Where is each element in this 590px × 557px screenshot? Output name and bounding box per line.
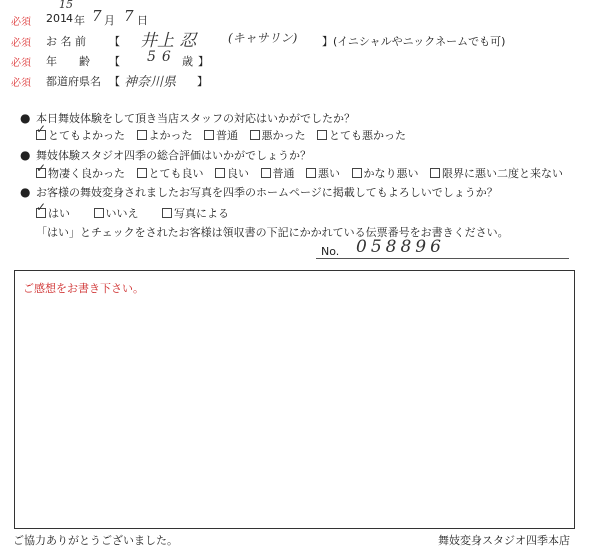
q2-options — [36, 165, 563, 181]
name-open-bracket: 【 — [109, 35, 120, 48]
checkbox[interactable] — [261, 168, 271, 178]
footer-thanks: ご協力ありがとうございました。 — [13, 534, 178, 547]
slip-label: No. — [321, 245, 340, 258]
date-day-value: 7 — [124, 7, 134, 25]
q2-option-6[interactable]: 限界に悪い二度と来ない — [430, 167, 563, 180]
required-mark-age: 必須 — [11, 58, 31, 69]
required-mark-date: 必須 — [11, 17, 31, 28]
q3-option-1[interactable]: いいえ — [94, 207, 139, 220]
q1-option-4[interactable]: とても悪かった — [317, 129, 406, 142]
q3-bullet: ● — [20, 185, 31, 199]
q1-options — [36, 127, 406, 143]
q2-checkmark: ✓ — [36, 161, 47, 175]
name-note: (イニシャルやニックネームでも可) — [333, 35, 506, 48]
age-unit: 歳 — [182, 55, 193, 68]
comment-box[interactable] — [14, 270, 575, 529]
name-label: お 名 前 — [46, 35, 86, 48]
date-month-value: 7 — [92, 7, 102, 25]
comment-label: ご感想をお書き下さい。 — [23, 282, 144, 295]
checkbox[interactable] — [317, 130, 327, 140]
required-mark-name: 必須 — [11, 38, 31, 49]
age-close-bracket: 】 — [198, 55, 209, 68]
q1-option-0[interactable]: とてもよかった — [36, 129, 125, 142]
q1-bullet: ● — [20, 111, 31, 125]
q3-option-0[interactable]: はい — [36, 207, 70, 220]
checkbox[interactable] — [94, 208, 104, 218]
slip-underline — [316, 258, 569, 259]
q1-checkmark: ✓ — [36, 122, 47, 136]
prefecture-value: 神奈川県 — [124, 75, 177, 90]
footer-shop: 舞妓変身スタジオ四季本店 — [438, 534, 570, 547]
age-open-bracket: 【 — [109, 55, 120, 68]
q2-option-2[interactable]: 良い — [215, 167, 249, 180]
prefecture-close-bracket: 】 — [197, 75, 208, 88]
q3-checkmark: ✓ — [36, 200, 47, 214]
q1-option-1[interactable]: よかった — [137, 129, 193, 142]
name-value: 井上 忍 — [140, 31, 197, 51]
prefecture-label: 都道府県名 — [46, 75, 101, 88]
name-reading: (キャサリン) — [228, 31, 298, 45]
checkbox[interactable] — [250, 130, 260, 140]
q3-text: お客様の舞妓変身されましたお写真を四季のホームページに掲載してもよろしいでしょうか？ — [36, 186, 498, 199]
date-day-unit: 日 — [137, 14, 148, 27]
q2-option-1[interactable]: とても良い — [137, 167, 204, 180]
required-mark-prefecture: 必須 — [11, 78, 31, 89]
q1-text: 本日舞妓体験をして頂き当店スタッフの対応はいかがでしたか？ — [36, 112, 355, 125]
checkbox[interactable] — [137, 168, 147, 178]
date-year-handwritten: 15 — [59, 0, 73, 11]
checkbox[interactable] — [137, 130, 147, 140]
date-month-unit: 月 — [104, 14, 115, 27]
prefecture-open-bracket: 【 — [109, 75, 120, 88]
checkbox[interactable] — [204, 130, 214, 140]
note-yes: 「はい」とチェックをされたお客様は領収書の下記にかかれている伝票番号をお書きください。 — [36, 226, 509, 239]
q3-options — [36, 205, 229, 221]
slip-value: 058896 — [356, 237, 445, 257]
checkbox[interactable] — [162, 208, 172, 218]
q1-option-2[interactable]: 普通 — [204, 129, 238, 142]
date-year-prefix: 201 — [46, 12, 67, 25]
q1-option-3[interactable]: 悪かった — [250, 129, 306, 142]
q2-option-0[interactable]: 物凄く良かった — [36, 167, 125, 180]
q2-option-5[interactable]: かなり悪い — [352, 167, 419, 180]
q2-text: 舞妓体験スタジオ四季の総合評価はいかがでしょうか？ — [36, 149, 311, 162]
date-year-unit: 年 — [74, 14, 85, 27]
checkbox[interactable] — [430, 168, 440, 178]
q2-option-4[interactable]: 悪い — [306, 167, 340, 180]
age-value: 56 — [147, 49, 177, 65]
checkbox[interactable] — [352, 168, 362, 178]
q2-option-3[interactable]: 普通 — [261, 167, 295, 180]
q3-option-2[interactable]: 写真による — [162, 207, 229, 220]
date-year-suffix: 4 — [66, 12, 73, 25]
checkbox[interactable] — [215, 168, 225, 178]
checkbox[interactable] — [306, 168, 316, 178]
q2-bullet: ● — [20, 148, 31, 162]
age-label: 年 齢 — [46, 55, 90, 68]
name-close-bracket: 】 — [322, 35, 333, 48]
